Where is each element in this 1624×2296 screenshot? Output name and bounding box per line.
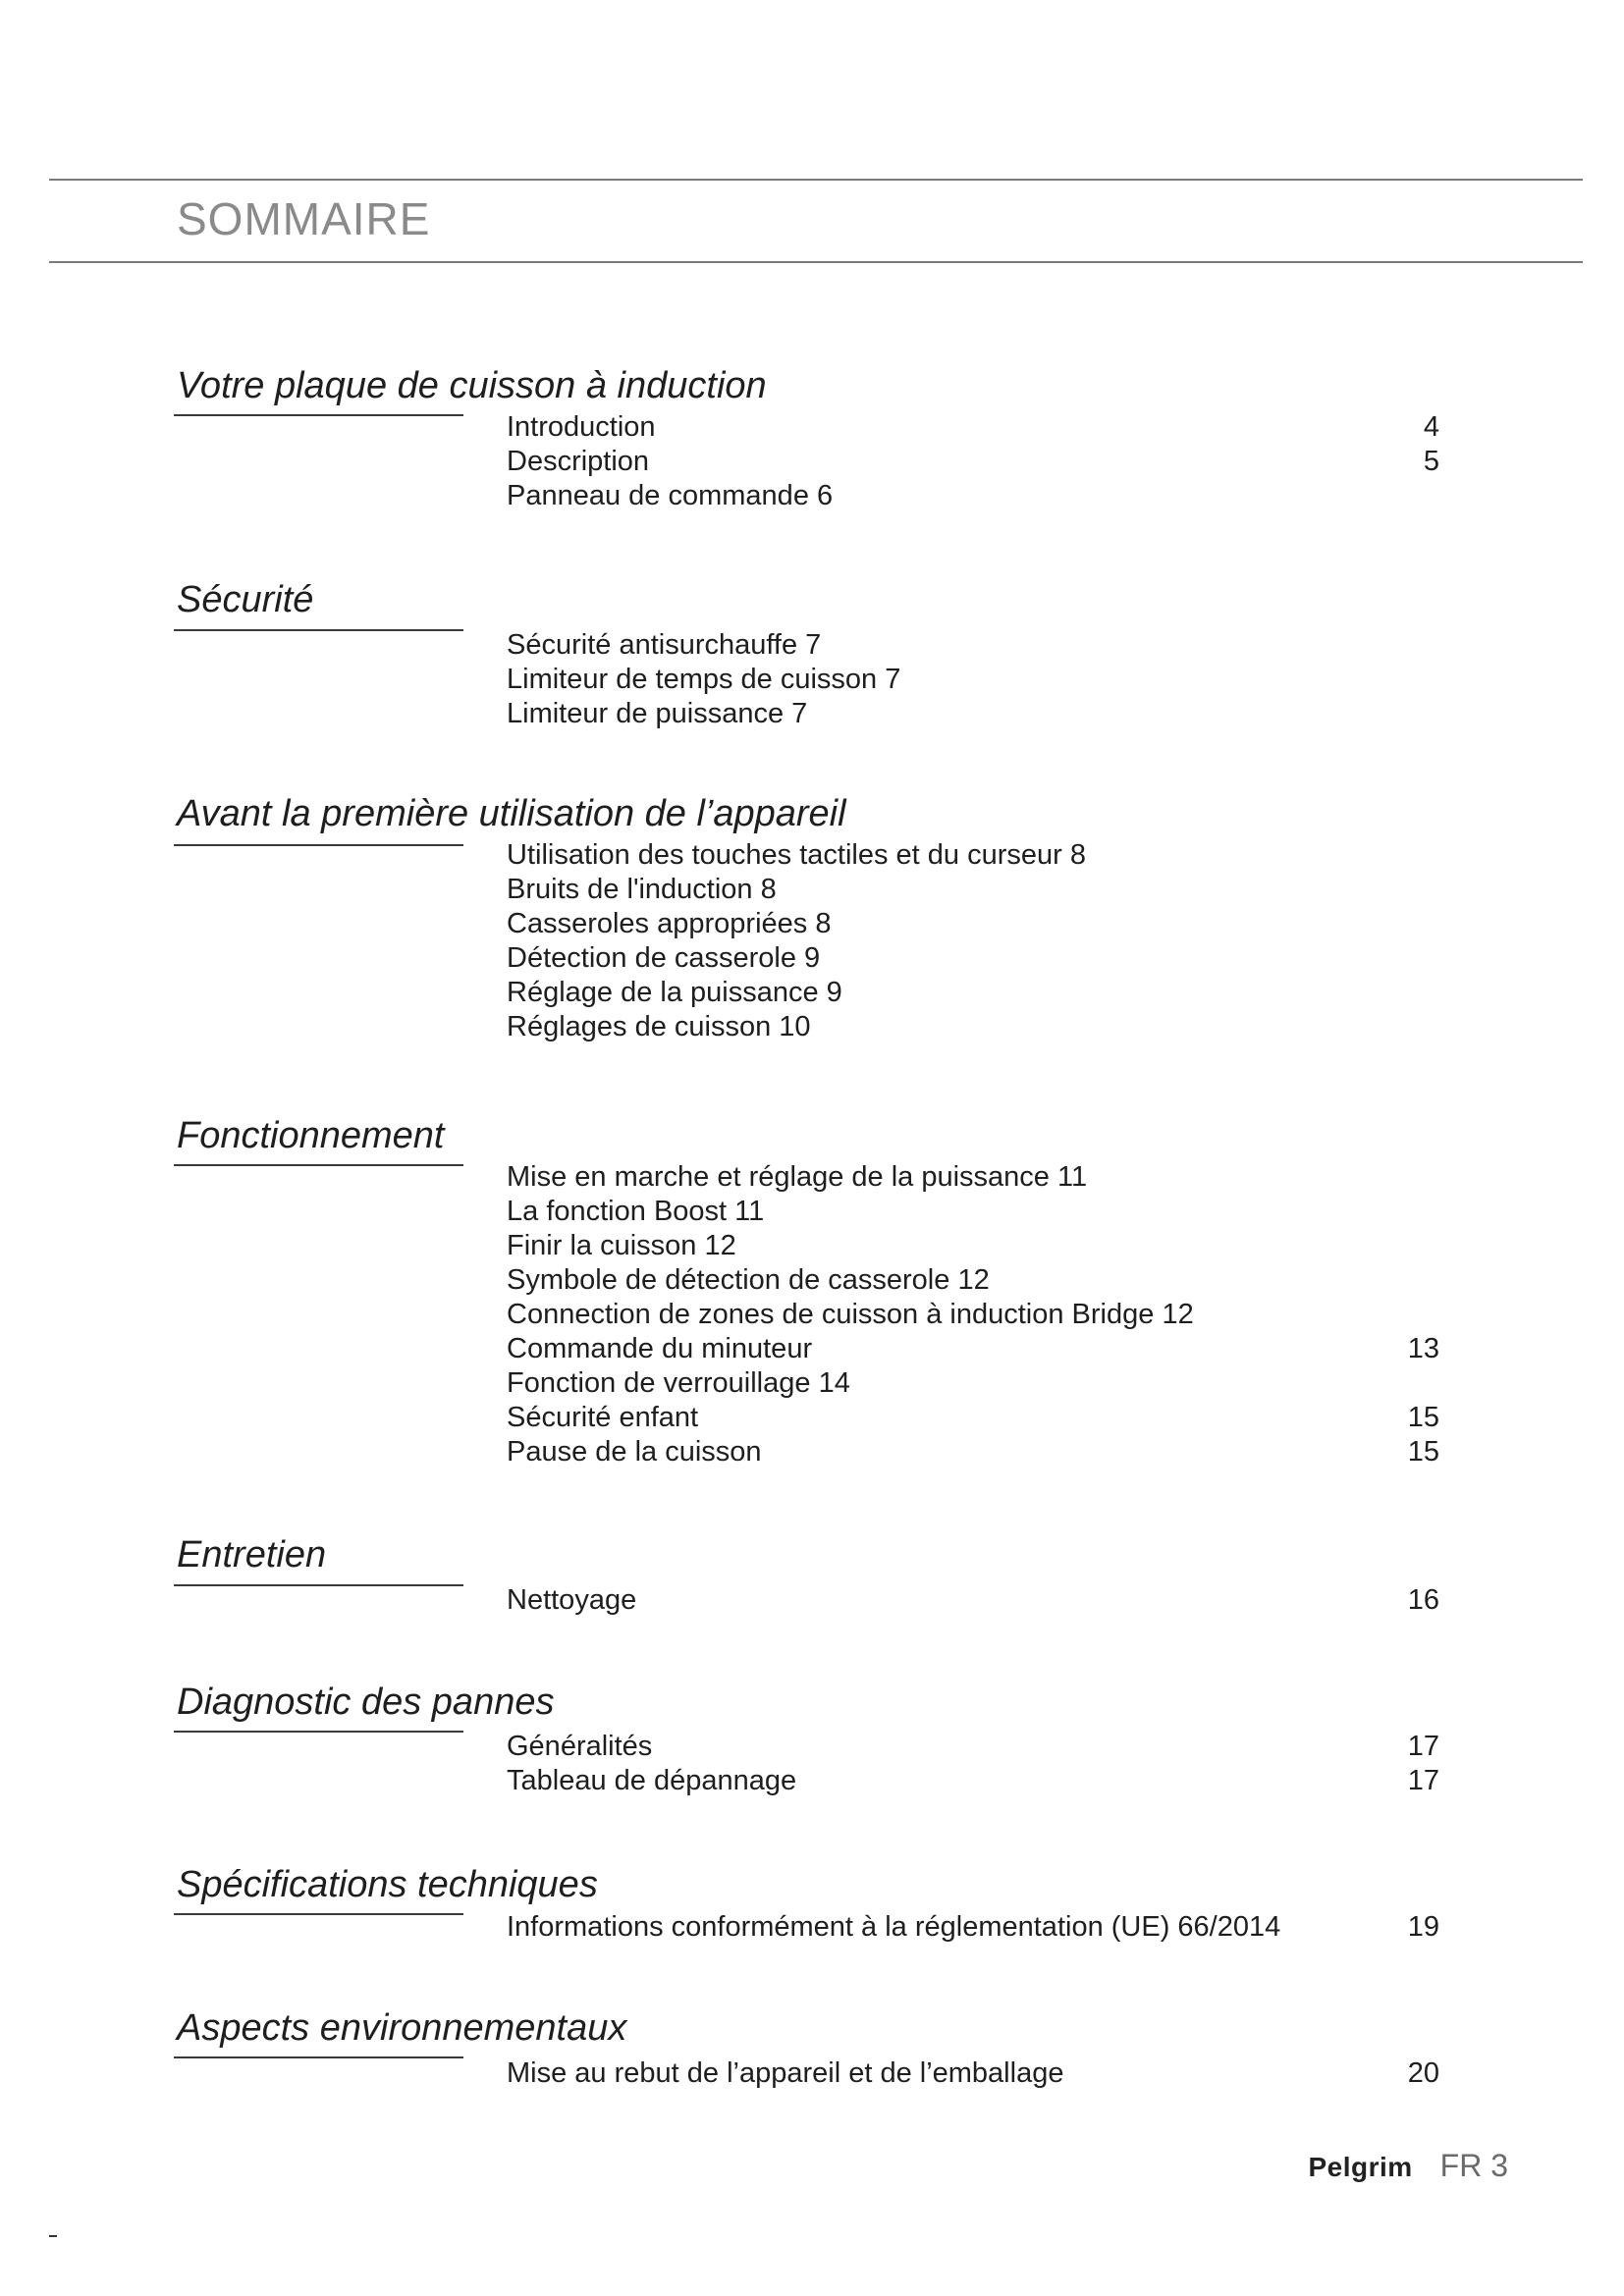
toc-entry[interactable] [507,1401,1439,1435]
page-title: SOMMAIRE [177,193,431,244]
entry-label: Utilisation des touches tactiles et du curseur 8 [507,839,1086,871]
toc-entries [507,410,1439,513]
entry-label: Fonction de verrouillage 14 [507,1367,850,1399]
toc-entry[interactable] [507,663,1439,697]
section-underline [174,1164,463,1166]
toc-entries [507,1583,1439,1618]
section-title: Diagnostic des pannes [177,1682,555,1723]
toc-entry[interactable] [507,1583,1439,1618]
entry-label: Limiteur de temps de cuisson 7 [507,664,901,695]
entry-page-number: 4 [1423,411,1439,443]
toc-entry[interactable] [507,1366,1439,1401]
entry-label: Limiteur de puissance 7 [507,698,808,729]
page-footer [1308,2148,1508,2184]
toc-entry[interactable] [507,697,1439,731]
toc-entry[interactable] [507,941,1439,976]
toc-entry[interactable] [507,479,1439,513]
toc-entries [507,838,1439,1044]
entry-label: Détection de casserole 9 [507,942,821,974]
toc-entry[interactable] [507,1195,1439,1229]
title-underline-rule [49,261,1583,263]
toc-entry[interactable] [507,907,1439,941]
entry-label: Connection de zones de cuisson à induction Bridge 12 [507,1299,1194,1330]
toc-entry[interactable] [507,1764,1439,1798]
toc-entry[interactable] [507,1160,1439,1195]
entry-label: Nettoyage [507,1584,637,1616]
entry-label: Finir la cuisson 12 [507,1230,736,1261]
toc-entries [507,1910,1439,1945]
brand-logo: Pelgrim [1308,2152,1413,2182]
toc-entry[interactable] [507,1010,1439,1044]
entry-label: Panneau de commande 6 [507,480,834,511]
entry-label: Symbole de détection de casserole 12 [507,1264,990,1296]
section-underline [174,844,463,846]
section-underline [174,1731,463,1733]
entry-page-number: 13 [1407,1333,1439,1364]
entry-label: Description [507,446,650,477]
toc-entry[interactable] [507,838,1439,873]
entry-label: La fonction Boost 11 [507,1196,765,1227]
section-underline [174,2056,463,2058]
entry-label: Réglages de cuisson 10 [507,1011,811,1042]
section-title: Sécurité [177,579,314,620]
entry-page-number: 17 [1407,1731,1439,1762]
section-title: Entretien [177,1534,327,1575]
toc-entry[interactable] [507,628,1439,663]
toc-entry[interactable] [507,873,1439,907]
toc-entry[interactable] [507,976,1439,1010]
section-underline [174,629,463,631]
toc-entry[interactable] [507,410,1439,445]
entry-label: Tableau de dépannage [507,1765,797,1796]
toc-entries [507,1730,1439,1798]
top-rule [49,179,1583,181]
entry-label: Réglage de la puissance 9 [507,977,842,1008]
section-underline [174,1584,463,1586]
section-title: Spécifications techniques [177,1864,598,1905]
entry-page-number: 17 [1407,1765,1439,1796]
entry-label: Commande du minuteur [507,1333,813,1364]
toc-entry[interactable] [507,1229,1439,1263]
toc-entry[interactable] [507,1435,1439,1469]
toc-entries [507,628,1439,731]
entry-label: Casseroles appropriées 8 [507,908,832,939]
entry-label: Introduction [507,411,656,443]
toc-entry[interactable] [507,1910,1439,1945]
toc-entry[interactable] [507,445,1439,479]
toc-entry[interactable] [507,1298,1439,1332]
entry-page-number: 20 [1407,2057,1439,2089]
entry-label: Informations conformément à la réglementation (UE) 66/2014 [507,1911,1281,1943]
section-title: Avant la première utilisation de l’appareil [177,793,846,834]
entry-label: Mise au rebut de l’appareil et de l’emballage [507,2057,1064,2089]
entry-page-number: 19 [1407,1911,1439,1943]
toc-entry[interactable] [507,1730,1439,1764]
toc-entry[interactable] [507,1263,1439,1298]
page-number: FR 3 [1439,2148,1508,2183]
section-title: Aspects environnementaux [177,2007,627,2049]
toc-entry[interactable] [507,1332,1439,1366]
entry-page-number: 16 [1407,1584,1439,1616]
entry-label: Sécurité antisurchauffe 7 [507,629,822,661]
crop-mark [49,2235,57,2237]
toc-entry[interactable] [507,2056,1439,2091]
entry-page-number: 5 [1423,446,1439,477]
entry-label: Pause de la cuisson [507,1436,762,1468]
section-underline [174,414,463,416]
entry-label: Mise en marche et réglage de la puissance 11 [507,1161,1088,1193]
section-title: Votre plaque de cuisson à induction [177,365,767,406]
entry-label: Sécurité enfant [507,1402,699,1433]
toc-entries [507,1160,1439,1469]
entry-page-number: 15 [1407,1436,1439,1468]
entry-label: Généralités [507,1731,653,1762]
entry-label: Bruits de l'induction 8 [507,874,777,905]
toc-entries [507,2056,1439,2091]
entry-page-number: 15 [1407,1402,1439,1433]
section-title: Fonctionnement [177,1115,445,1156]
section-underline [174,1913,463,1915]
